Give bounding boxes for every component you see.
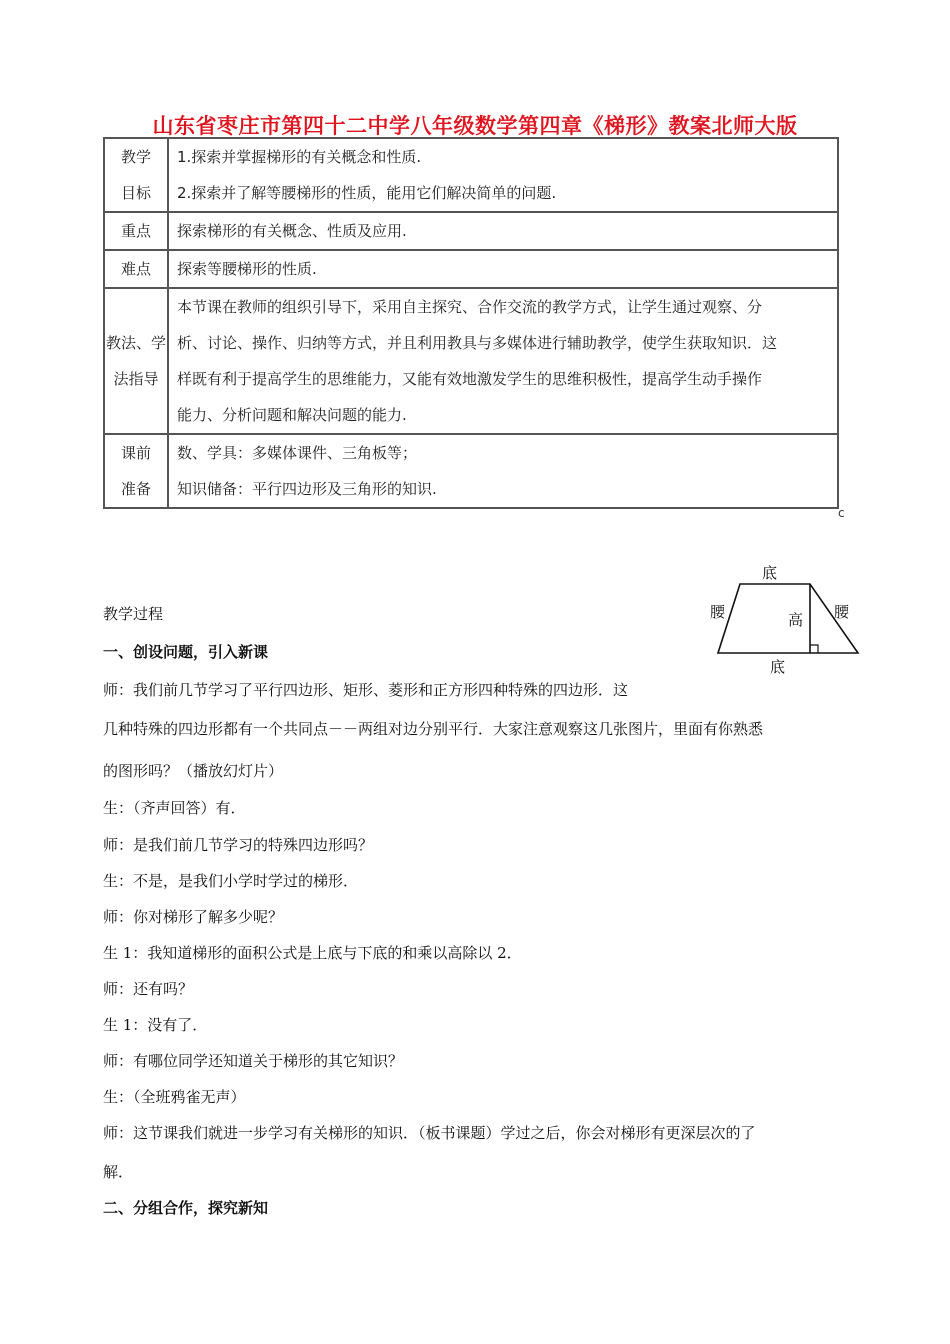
dialogue-line: 师：是我们前几节学习的特殊四边形吗？ (103, 836, 374, 854)
header-line: 重点 (120, 222, 151, 240)
right-leg-label: 腰 (834, 603, 850, 621)
lesson-plan-table (103, 137, 839, 509)
row-content (168, 212, 838, 250)
row-header (104, 288, 168, 434)
row-header (104, 212, 168, 250)
content-line: 本节课在教师的组织引导下，采用自主探究、合作交流的教学方式，让学生通过观察、分 (177, 298, 763, 316)
content-line: 2.探索并了解等腰梯形的性质，能用它们解决简单的问题. (177, 184, 557, 202)
header-line: 准备 (120, 480, 151, 498)
top-base-label: 底 (762, 564, 778, 582)
header-line: 目标 (120, 184, 151, 202)
row-content (168, 288, 838, 434)
content-line: 探索等腰梯形的性质. (177, 260, 317, 278)
bottom-base-label: 底 (770, 658, 786, 676)
header-line: 教学 (120, 148, 151, 166)
content-line: 知识储备：平行四边形及三角形的知识. (177, 480, 437, 498)
header-line: 课前 (120, 444, 151, 462)
dialogue-line: 师：有哪位同学还知道关于梯形的其它知识？ (103, 1052, 404, 1070)
dialogue-line: 师：你对梯形了解多少呢？ (103, 908, 284, 926)
content-line: 样既有利于提高学生的思维能力，又能有效地激发学生的思维积极性，提高学生动手操作 (177, 370, 763, 388)
section-heading-2: 二、分组合作，探究新知 (103, 1199, 269, 1217)
content-line: 1.探索并掌握梯形的有关概念和性质. (177, 148, 422, 166)
row-content (168, 138, 838, 212)
dialogue-line: 师：这节课我们就进一步学习有关梯形的知识．（板书课题）学过之后，你会对梯形有更深层次的了 (103, 1124, 756, 1142)
dialogue-line: 的图形吗？（播放幻灯片） (103, 762, 284, 780)
table-row (104, 434, 838, 508)
table-row (104, 212, 838, 250)
dialogue-line: 生：不是，是我们小学时学过的梯形． (103, 872, 359, 890)
dialogue-line: 生：（齐声回答）有． (103, 799, 246, 817)
header-line: 教法、学 (105, 334, 166, 352)
content-line: 析、讨论、操作、归纳等方式，并且利用教具与多媒体进行辅助教学，使学生获取知识．这 (177, 334, 778, 352)
content-line: 探索梯形的有关概念、性质及应用. (177, 222, 407, 240)
row-header (104, 434, 168, 508)
dialogue-line: 生：（全班鸦雀无声） (103, 1088, 246, 1106)
dialogue-line: 师：还有吗？ (103, 980, 194, 998)
table-mark: c (838, 506, 845, 520)
process-heading: 教学过程 (103, 605, 164, 623)
table-row (104, 250, 838, 288)
dialogue-line: 师：我们前几节学习了平行四边形、矩形、菱形和正方形四种特殊的四边形．这 (103, 681, 629, 699)
content-line: 能力、分析问题和解决问题的能力. (177, 406, 407, 424)
header-line: 难点 (120, 260, 151, 278)
content-line: 数、学具：多媒体课件、三角板等； (177, 444, 418, 462)
row-header (104, 138, 168, 212)
table-row (104, 138, 838, 212)
dialogue-line: 生 1：没有了． (103, 1016, 208, 1034)
section-heading-1: 一、创设问题，引入新课 (103, 643, 269, 661)
table-row (104, 288, 838, 434)
height-label: 高 (788, 611, 804, 629)
dialogue-line: 生 1：我知道梯形的面积公式是上底与下底的和乘以高除以 2． (103, 944, 522, 962)
left-leg-label: 腰 (710, 603, 726, 621)
header-line: 法指导 (113, 370, 159, 388)
right-angle-mark (810, 645, 818, 653)
document-title: 山东省枣庄市第四十二中学八年级数学第四章《梯形》教案北师大版 (152, 113, 798, 138)
row-content (168, 250, 838, 288)
row-content (168, 434, 838, 508)
row-header (104, 250, 168, 288)
dialogue-line: 几种特殊的四边形都有一个共同点－－两组对边分别平行．大家注意观察这几张图片，里面有你熟悉 (103, 720, 764, 738)
trapezoid-figure (700, 560, 870, 680)
dialogue-line: 解． (103, 1163, 134, 1181)
